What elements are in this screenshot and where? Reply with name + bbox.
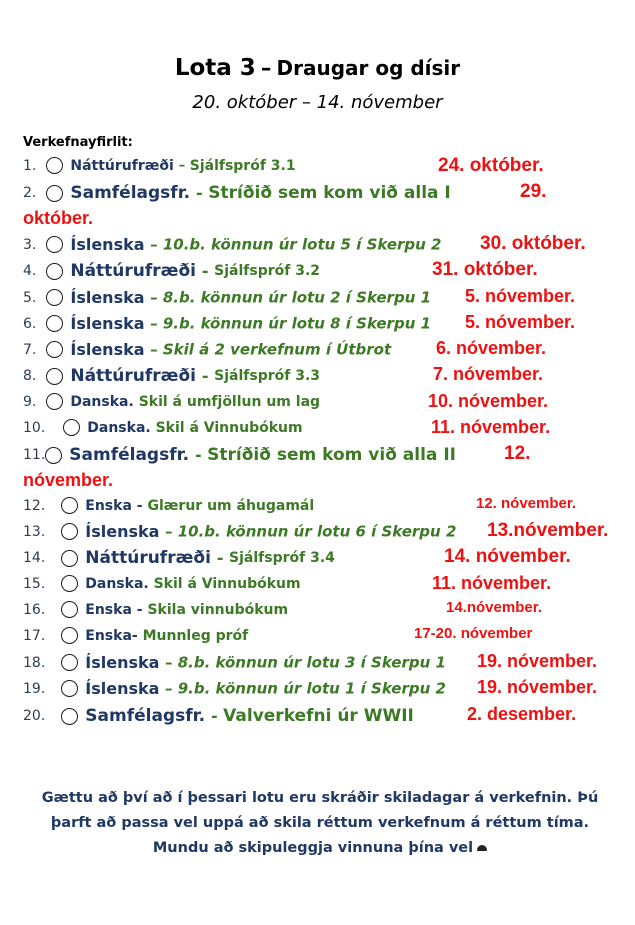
task-number: 19. [23, 680, 46, 697]
task-title: Stríðið sem kom við alla I [208, 183, 451, 203]
due-date: 14.nóvember. [446, 599, 542, 616]
due-date: 29. [520, 181, 547, 202]
task-subject: Íslenska [70, 288, 151, 307]
task-number: 4. [23, 263, 37, 279]
title-theme: Draugar og dísir [276, 56, 461, 80]
due-date: 31. október. [432, 259, 538, 280]
task-title: Skil á umfjöllun um lag [138, 393, 321, 410]
due-date: 5. nóvember. [465, 286, 576, 306]
task-title: Sjálfspróf 3.2 [214, 263, 321, 279]
task-title: Stríðið sem kom við alla II [207, 445, 456, 465]
checkbox-circle-icon[interactable] [61, 627, 78, 644]
task-separator: – [150, 235, 163, 254]
page-title [0, 55, 635, 81]
task-number: 14. [23, 550, 46, 566]
task-number: 5. [23, 289, 37, 306]
task-subject: Enska - [85, 497, 148, 514]
task-separator: – [165, 679, 178, 698]
task-separator: – [165, 522, 178, 541]
due-date: 7. nóvember. [433, 364, 544, 384]
footer-note [20, 786, 620, 861]
task-subject: Íslenska [70, 314, 151, 333]
due-date: 11. nóvember. [431, 417, 551, 437]
checkbox-circle-icon[interactable] [46, 289, 63, 306]
task-separator: - [210, 706, 224, 726]
due-date: 19. nóvember. [477, 677, 598, 697]
task-number: 3. [23, 236, 37, 253]
task-title: 8.b. könnun úr lotu 2 í Skerpu 1 [162, 288, 432, 307]
task-title: Sjálfspróf 3.3 [214, 368, 321, 384]
task-subject: Íslenska [85, 522, 165, 541]
due-date: 19. nóvember. [477, 651, 598, 671]
overview-label: Verkefnayfirlit: [23, 135, 133, 150]
task-separator: - [201, 261, 215, 281]
checkbox-circle-icon[interactable] [46, 341, 63, 358]
checkbox-circle-icon[interactable] [61, 575, 78, 592]
due-date-continued: nóvember. [23, 470, 114, 490]
task-number: 20. [23, 708, 46, 724]
checkbox-circle-icon[interactable] [46, 157, 63, 174]
task-title: Glærur um áhugamál [147, 497, 315, 514]
due-date: 24. október. [438, 155, 544, 176]
task-number: 12. [23, 497, 46, 514]
task-separator: - [194, 445, 208, 465]
due-date: 12. nóvember. [476, 495, 577, 512]
task-separator: – [178, 158, 190, 174]
checkbox-circle-icon[interactable] [61, 654, 78, 671]
task-number: 9. [23, 393, 37, 410]
task-number: 10. [23, 419, 46, 436]
due-date: 14. nóvember. [444, 546, 571, 567]
task-subject: Danska. [70, 393, 139, 410]
task-row [23, 627, 628, 645]
task-title: Valverkefni úr WWII [223, 706, 414, 726]
title-dash: – [260, 56, 272, 80]
checkbox-circle-icon[interactable] [45, 447, 62, 464]
task-number: 16. [23, 601, 46, 618]
due-date: 11. nóvember. [432, 573, 552, 593]
title-lota: Lota 3 [174, 55, 256, 81]
task-number: 8. [23, 368, 37, 384]
checkbox-circle-icon[interactable] [61, 550, 78, 567]
due-date: 13.nóvember. [487, 520, 609, 541]
task-number: 13. [23, 523, 46, 540]
date-range: 20. október – 14. nóvember [192, 92, 443, 113]
checkbox-circle-icon[interactable] [61, 601, 78, 618]
task-subject: Íslenska [85, 679, 165, 698]
task-subject: Náttúrufræði [70, 157, 179, 174]
due-date: 30. október. [480, 233, 586, 254]
task-separator: – [150, 288, 163, 307]
checkbox-circle-icon[interactable] [61, 680, 78, 697]
checkbox-circle-icon[interactable] [46, 315, 63, 332]
footer-line-3: Mundu að skipuleggja vinnuna þína vel [152, 840, 474, 856]
checkbox-circle-icon[interactable] [63, 419, 80, 436]
checkbox-circle-icon[interactable] [61, 708, 78, 725]
task-separator: - [196, 183, 209, 203]
task-subject: Náttúrufræði [70, 261, 202, 281]
due-date: 12. [504, 443, 531, 464]
due-date: 2. desember. [467, 704, 577, 724]
task-number: 2. [23, 185, 37, 201]
task-separator: – [150, 340, 163, 359]
hat-icon [477, 845, 487, 851]
task-subject: Íslenska [70, 340, 151, 359]
task-number: 15. [23, 575, 46, 592]
checkbox-circle-icon[interactable] [46, 263, 63, 280]
task-title: Skil á Vinnubókum [153, 575, 301, 592]
task-subject: Náttúrufræði [85, 548, 217, 568]
task-row [23, 445, 628, 465]
task-subject: Samfélagsfr. [70, 183, 197, 203]
checkbox-circle-icon[interactable] [46, 368, 63, 385]
task-number: 6. [23, 315, 37, 332]
task-subject: Samfélagsfr. [85, 706, 211, 726]
task-title: 10.b. könnun úr lotu 6 í Skerpu 2 [177, 522, 457, 541]
task-title: 10.b. könnun úr lotu 5 í Skerpu 2 [162, 235, 442, 254]
task-subject: Samfélagsfr. [69, 445, 195, 465]
task-title: Skil á 2 verkefnum í Útbrot [162, 340, 392, 359]
footer-line-2: þarft að passa vel uppá að skila réttum verkefnum á réttum tíma. [50, 815, 590, 831]
task-subject: Náttúrufræði [70, 366, 202, 386]
task-separator: – [165, 653, 178, 672]
task-number: 11. [23, 447, 46, 463]
task-number: 1. [23, 157, 37, 174]
task-title: Sjálfspróf 3.1 [189, 157, 296, 174]
checkbox-circle-icon[interactable] [61, 497, 78, 514]
task-separator: - [216, 548, 230, 568]
task-number: 17. [23, 627, 46, 644]
task-subject: Danska. [85, 575, 154, 592]
checkbox-circle-icon[interactable] [46, 393, 63, 410]
task-subject: Íslenska [85, 653, 165, 672]
due-date: 10. nóvember. [428, 391, 549, 411]
task-separator: - [201, 366, 215, 386]
due-date: 5. nóvember. [465, 312, 576, 332]
checkbox-circle-icon[interactable] [61, 523, 78, 540]
footer-line-1: Gættu að því að í þessari lotu eru skráðir skiladagar á verkefnin. Þú [41, 790, 599, 806]
task-title: Skil á Vinnubókum [155, 419, 303, 436]
task-subject: Enska- [85, 627, 143, 644]
checkbox-circle-icon[interactable] [46, 236, 63, 253]
task-title: 8.b. könnun úr lotu 3 í Skerpu 1 [177, 653, 446, 672]
task-title: Skila vinnubókum [147, 601, 289, 618]
task-subject: Enska - [85, 601, 148, 618]
task-subject: Danska. [87, 419, 156, 436]
due-date: 17-20. nóvember [414, 625, 533, 642]
task-title: 9.b. könnun úr lotu 8 í Skerpu 1 [162, 314, 432, 333]
task-title: 9.b. könnun úr lotu 1 í Skerpu 2 [177, 679, 446, 698]
checkbox-circle-icon[interactable] [46, 185, 63, 202]
task-title: Sjálfspróf 3.4 [229, 550, 335, 566]
task-title: Munnleg próf [142, 627, 249, 644]
task-number: 18. [23, 654, 46, 671]
due-date: 6. nóvember. [436, 338, 547, 358]
due-date-continued: október. [23, 208, 94, 228]
task-number: 7. [23, 341, 37, 358]
task-subject: Íslenska [70, 235, 151, 254]
footer-line-3-wrap [20, 836, 620, 861]
task-separator: – [150, 314, 163, 333]
